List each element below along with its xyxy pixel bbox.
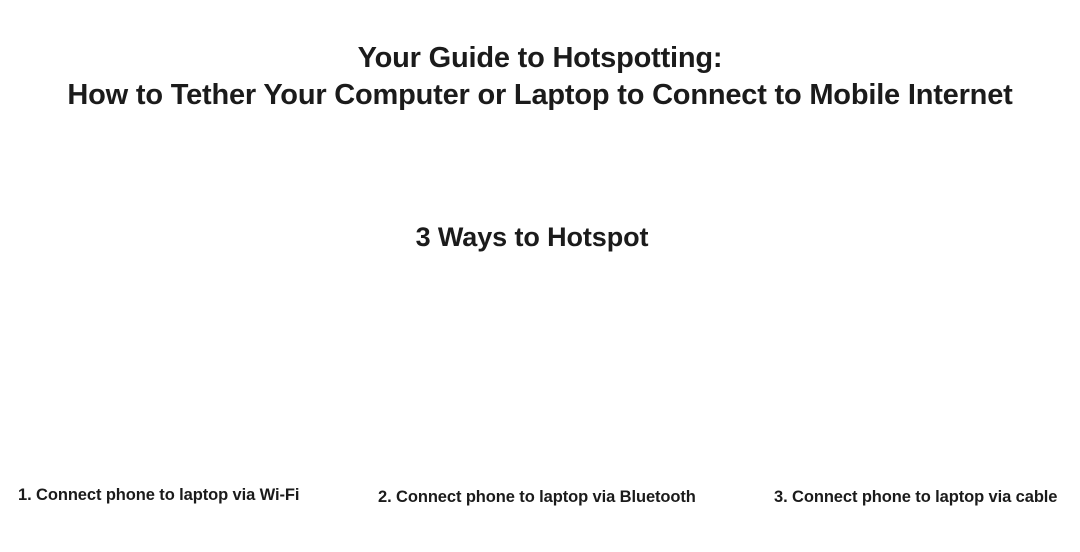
page-title-line-2: How to Tether Your Computer or Laptop to Connect to Mobile Internet	[67, 79, 1013, 112]
page-title-line-1: Your Guide to Hotspotting:	[357, 42, 723, 74]
section-heading-text: 3 Ways to Hotspot	[415, 222, 649, 252]
page-title	[0, 40, 1080, 114]
section-heading	[0, 222, 1080, 253]
caption-item-1: 1. Connect phone to laptop via Wi-Fi	[18, 486, 300, 504]
caption-row	[0, 486, 1080, 526]
caption-item-2: 2. Connect phone to laptop via Bluetooth	[378, 488, 696, 506]
caption-item-3: 3. Connect phone to laptop via cable	[774, 488, 1058, 506]
